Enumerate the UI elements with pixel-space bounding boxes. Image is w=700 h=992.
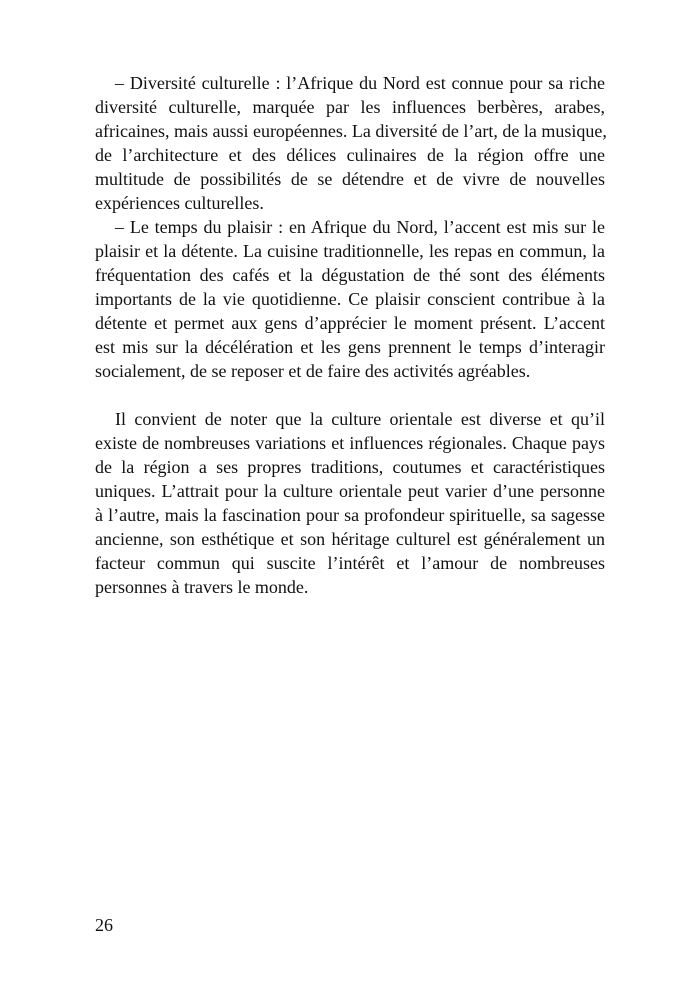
text-line: fréquentation des cafés et la dégustation de thé sont des éléments bbox=[95, 265, 605, 285]
paragraph-time-of-pleasure bbox=[95, 215, 605, 383]
text-line: ancienne, son esthétique et son héritage culturel est généralement un bbox=[95, 529, 605, 549]
paragraph-conclusion bbox=[95, 407, 605, 599]
text-line: Il convient de noter que la culture orientale est diverse et qu’il bbox=[115, 409, 605, 429]
text-line: africaines, mais aussi européennes. La diversité de l’art, de la musique, bbox=[95, 121, 607, 141]
text-line: diversité culturelle, marquée par les influences berbères, arabes, bbox=[95, 97, 605, 117]
text-line: – Le temps du plaisir : en Afrique du Nord, l’accent est mis sur le bbox=[115, 217, 605, 237]
text-line: socialement, de se reposer et de faire des activités agréables. bbox=[95, 361, 531, 381]
text-line: à l’autre, mais la fascination pour sa profondeur spirituelle, sa sagesse bbox=[95, 505, 605, 525]
text-line: est mis sur la décélération et les gens prennent le temps d’interagir bbox=[95, 337, 605, 357]
text-line: facteur commun qui suscite l’intérêt et l’amour de nombreuses bbox=[95, 553, 605, 573]
page-body bbox=[95, 71, 605, 599]
text-line: de l’architecture et des délices culinaires de la région offre une bbox=[95, 145, 605, 165]
text-line: multitude de possibilités de se détendre et de vivre de nouvelles bbox=[95, 169, 605, 189]
text-line: expériences culturelles. bbox=[95, 193, 264, 213]
page-number: 26 bbox=[95, 915, 113, 935]
text-line: existe de nombreuses variations et influences régionales. Chaque pays bbox=[95, 433, 605, 453]
paragraph-gap bbox=[95, 383, 605, 407]
text-line: uniques. L’attrait pour la culture orientale peut varier d’une personne bbox=[95, 481, 605, 501]
text-line: importants de la vie quotidienne. Ce plaisir conscient contribue à la bbox=[95, 289, 605, 309]
text-line: – Diversité culturelle : l’Afrique du Nord est connue pour sa riche bbox=[115, 73, 605, 93]
text-line: personnes à travers le monde. bbox=[95, 577, 309, 597]
text-line: de la région a ses propres traditions, coutumes et caractéristiques bbox=[95, 457, 605, 477]
text-line: plaisir et la détente. La cuisine traditionnelle, les repas en commun, la bbox=[95, 241, 605, 261]
paragraph-cultural-diversity bbox=[95, 71, 605, 215]
text-line: détente et permet aux gens d’apprécier le moment présent. L’accent bbox=[95, 313, 605, 333]
